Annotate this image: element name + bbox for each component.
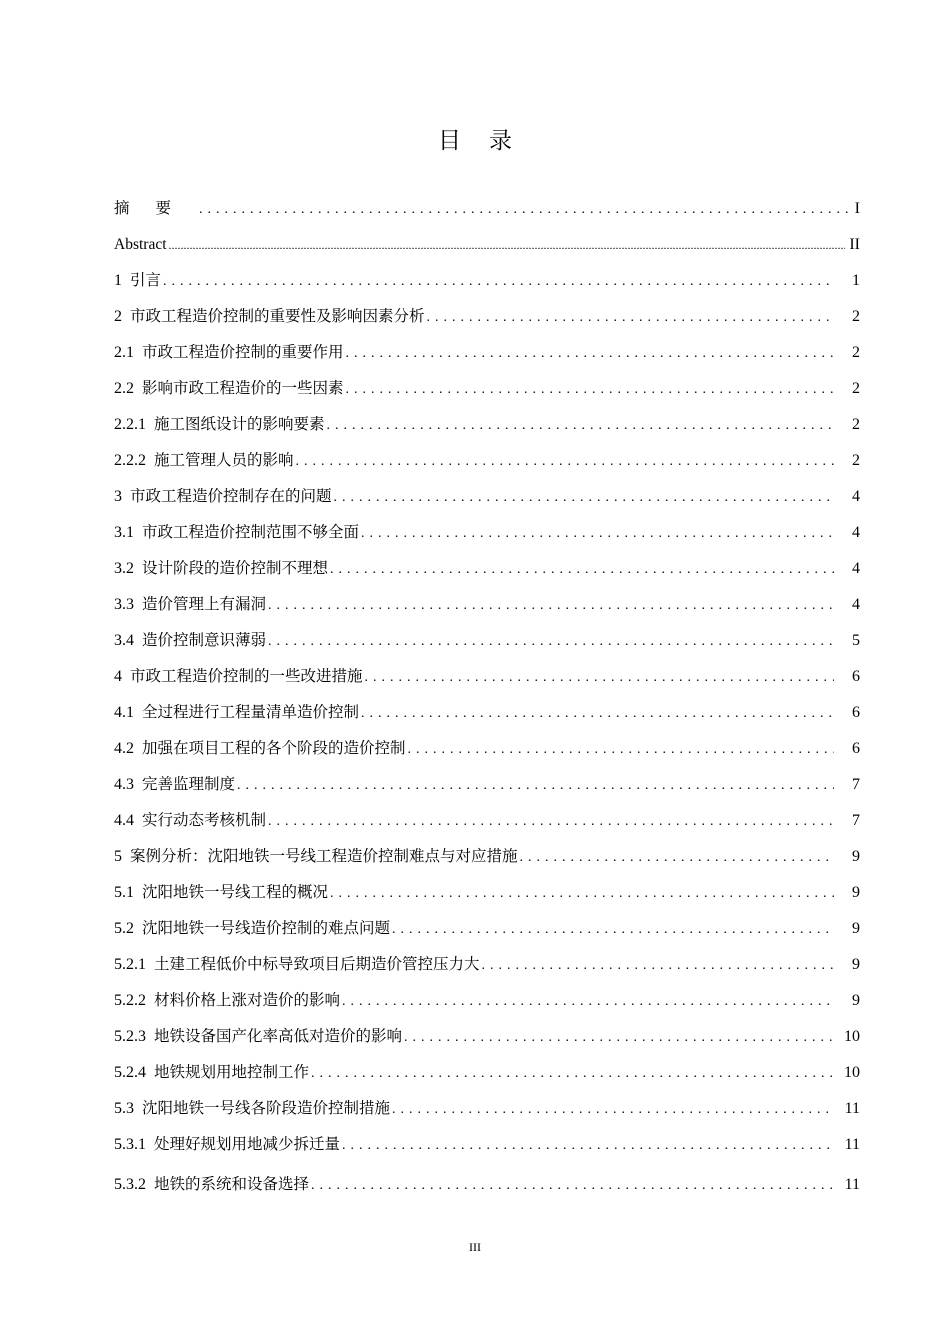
toc-entry-number: 5.2.3 [114, 1028, 146, 1045]
toc-entry-page: 2 [852, 308, 860, 325]
toc-entry-text: 市政工程造价控制范围不够全面 [142, 523, 360, 541]
toc-entry-page: 4 [852, 560, 860, 577]
toc-entry-page: 6 [852, 668, 860, 685]
dot-leader [365, 666, 834, 690]
toc-entry-title [114, 448, 294, 473]
toc-entry[interactable] [114, 988, 860, 1024]
dot-leader [342, 1134, 834, 1158]
toc-entry-title [114, 340, 344, 365]
toc-entry-page: 9 [852, 920, 860, 937]
toc-entry-page: 6 [852, 740, 860, 757]
toc-entry-page: 11 [844, 1136, 860, 1153]
toc-entry-text: 处理好规划用地减少拆迁量 [154, 1135, 341, 1153]
dot-leader [330, 558, 834, 582]
toc-entry-number: 5.2.2 [114, 992, 146, 1009]
toc-entry-page: 9 [852, 848, 860, 865]
toc-entry-text: 市政工程造价控制存在的问题 [130, 487, 332, 505]
toc-entry-number: 2.2.1 [114, 416, 146, 433]
dot-leader [392, 918, 834, 942]
toc-entry-text: 沈阳地铁一号线造价控制的难点问题 [142, 919, 391, 937]
toc-entry-title [114, 556, 328, 581]
dot-leader [520, 846, 834, 870]
toc-entry[interactable] [114, 556, 860, 592]
toc-entry-title [114, 1060, 309, 1085]
toc-entry[interactable] [114, 1060, 860, 1096]
toc-entry-title [114, 880, 328, 905]
toc-entry-page: 11 [844, 1100, 860, 1117]
dot-leader [199, 198, 851, 222]
toc-entry-title [114, 196, 197, 220]
toc-entry-number: 4.4 [114, 812, 134, 829]
toc-entry[interactable] [114, 484, 860, 520]
toc-entry[interactable] [114, 808, 860, 844]
toc-entry-text: Abstract [114, 236, 167, 253]
dot-leader [361, 702, 834, 726]
toc-entry-number: 5.2 [114, 920, 134, 937]
toc-entry-page: 7 [852, 776, 860, 793]
toc-entry-number: 2 [114, 308, 122, 325]
toc-entry-title [114, 484, 332, 509]
toc-entry-text: 造价控制意识薄弱 [142, 631, 267, 649]
toc-entry[interactable] [114, 376, 860, 412]
toc-entry-number: 4.2 [114, 740, 134, 757]
dot-leader [392, 1098, 834, 1122]
toc-entry-title [114, 1096, 390, 1121]
toc-entry-number: 2.2.2 [114, 452, 146, 469]
toc-entry-title [114, 700, 359, 725]
toc-entry-number: 2.1 [114, 344, 134, 361]
toc-entry-title [114, 412, 325, 437]
toc-entry-number: 4.1 [114, 704, 134, 721]
toc-entry[interactable] [114, 304, 860, 340]
toc-entry-page: 11 [844, 1176, 860, 1193]
toc-entry-text: 市政工程造价控制的一些改进措施 [130, 667, 363, 685]
toc-entry[interactable] [114, 628, 860, 664]
toc-entry-title [114, 664, 363, 689]
toc-entry-page: II [849, 236, 860, 253]
toc-entry-text: 案例分析：沈阳地铁一号线工程造价控制难点与对应措施 [130, 847, 518, 865]
toc-entry-text: 施工图纸设计的影响要素 [154, 415, 325, 433]
toc-entry[interactable] [114, 196, 860, 232]
dot-leader [346, 342, 834, 366]
dot-leader [268, 810, 834, 834]
toc-entry[interactable] [114, 448, 860, 484]
toc-entry-page: 10 [844, 1064, 860, 1081]
page-title: 目录 [438, 128, 540, 154]
page-number: III [469, 1240, 481, 1254]
toc-entry-number: 5.2.1 [114, 956, 146, 973]
toc-entry-number: 5.3 [114, 1100, 134, 1117]
toc-entry-number: 3.2 [114, 560, 134, 577]
toc-entry-number: 3.3 [114, 596, 134, 613]
toc-entry-page: 2 [852, 452, 860, 469]
toc-entry-title [114, 268, 161, 293]
toc-entry-number: 3.1 [114, 524, 134, 541]
toc-entry-page: 9 [852, 884, 860, 901]
toc-entry[interactable] [114, 736, 860, 772]
toc-entry-page: 2 [852, 416, 860, 433]
toc-entry-title [114, 988, 340, 1013]
toc-entry-text: 施工管理人员的影响 [154, 451, 294, 469]
toc-entry-page: 6 [852, 704, 860, 721]
toc-entry-text: 地铁规划用地控制工作 [154, 1063, 310, 1081]
toc-entry-page: 9 [852, 956, 860, 973]
dot-leader [327, 414, 834, 438]
toc-entry-text: 沈阳地铁一号线工程的概况 [142, 883, 329, 901]
toc-entry-text: 市政工程造价控制的重要性及影响因素分析 [130, 307, 425, 325]
toc-entry-page: 5 [852, 632, 860, 649]
toc-entry-text: 摘要 [114, 199, 198, 217]
dot-leader [346, 378, 834, 402]
toc-entry[interactable] [114, 664, 860, 700]
toc-entry-number: 4 [114, 668, 122, 685]
toc-entry[interactable] [114, 1096, 860, 1132]
toc-entry-page: 2 [852, 344, 860, 361]
toc-entry-text: 影响市政工程造价的一些因素 [142, 379, 344, 397]
toc-entry-title [114, 232, 167, 257]
toc-entry-title [114, 376, 344, 401]
toc-entry-title [114, 520, 359, 545]
toc-entry-page: 4 [852, 488, 860, 505]
dot-leader [169, 233, 846, 258]
toc-entry-title [114, 736, 406, 761]
toc-entry-page: 2 [852, 380, 860, 397]
toc-entry-title [114, 952, 480, 977]
toc-entry-text: 实行动态考核机制 [142, 811, 267, 829]
toc-entry[interactable] [114, 1024, 860, 1060]
toc-entry[interactable] [114, 268, 860, 304]
toc-entry-title [114, 1172, 309, 1197]
toc-entry[interactable] [114, 772, 860, 808]
toc-entry-number: 5.1 [114, 884, 134, 901]
toc-entry-text: 沈阳地铁一号线各阶段造价控制措施 [142, 1099, 391, 1117]
toc-entry-page: 9 [852, 992, 860, 1009]
toc-entry-page: 4 [852, 596, 860, 613]
toc-entry-text: 地铁设备国产化率高低对造价的影响 [154, 1027, 403, 1045]
toc-entry-number: 3.4 [114, 632, 134, 649]
dot-leader [296, 450, 834, 474]
dot-leader [342, 990, 834, 1014]
toc-entry-number: 5 [114, 848, 122, 865]
dot-leader [268, 630, 834, 654]
toc-entry[interactable] [114, 844, 860, 880]
toc-entry-title [114, 1132, 340, 1157]
toc-entry-text: 设计阶段的造价控制不理想 [142, 559, 329, 577]
toc-entry-page: 7 [852, 812, 860, 829]
toc-entry[interactable] [114, 340, 860, 376]
toc-entry-text: 加强在项目工程的各个阶段的造价控制 [142, 739, 406, 757]
toc-entry-text: 材料价格上涨对造价的影响 [154, 991, 341, 1009]
toc-entry-number: 1 [114, 272, 122, 289]
toc-entry-number: 5.3.2 [114, 1176, 146, 1193]
toc-entry-title [114, 916, 390, 941]
toc-entry-page: 4 [852, 524, 860, 541]
toc-entry[interactable] [114, 592, 860, 628]
toc-entry-page: I [854, 200, 860, 217]
toc-entry-text: 完善监理制度 [142, 775, 236, 793]
toc-entry[interactable] [114, 232, 860, 268]
toc-entry[interactable] [114, 1172, 860, 1208]
toc-entry-title [114, 304, 425, 329]
dot-leader [334, 486, 834, 510]
toc-entry-title [114, 628, 266, 653]
toc-entry[interactable] [114, 952, 860, 988]
toc-entry-text: 市政工程造价控制的重要作用 [142, 343, 344, 361]
toc-entry[interactable] [114, 1132, 860, 1168]
dot-leader [163, 270, 834, 294]
dot-leader [268, 594, 834, 618]
toc-entry[interactable] [114, 880, 860, 916]
table-of-contents [114, 196, 860, 1208]
dot-leader [330, 882, 834, 906]
toc-entry[interactable] [114, 412, 860, 448]
toc-entry[interactable] [114, 520, 860, 556]
toc-entry-title [114, 592, 266, 617]
toc-entry-text: 地铁的系统和设备选择 [154, 1175, 310, 1193]
dot-leader [408, 738, 834, 762]
dot-leader [311, 1174, 834, 1198]
toc-entry-title [114, 844, 518, 869]
toc-entry-text: 引言 [130, 271, 162, 289]
dot-leader [361, 522, 834, 546]
toc-entry-number: 2.2 [114, 380, 134, 397]
toc-entry-title [114, 772, 235, 797]
toc-entry-number: 4.3 [114, 776, 134, 793]
dot-leader [404, 1026, 834, 1050]
toc-entry[interactable] [114, 700, 860, 736]
dot-leader [237, 774, 834, 798]
dot-leader [311, 1062, 834, 1086]
toc-entry-text: 造价管理上有漏洞 [142, 595, 267, 613]
dot-leader [427, 306, 834, 330]
toc-entry-number: 5.3.1 [114, 1136, 146, 1153]
toc-entry-number: 3 [114, 488, 122, 505]
toc-entry-title [114, 808, 266, 833]
toc-entry-page: 10 [844, 1028, 860, 1045]
toc-entry-text: 土建工程低价中标导致项目后期造价管控压力大 [154, 955, 480, 973]
toc-entry-number: 5.2.4 [114, 1064, 146, 1081]
toc-entry-text: 全过程进行工程量清单造价控制 [142, 703, 360, 721]
toc-entry-page: 1 [852, 272, 860, 289]
toc-entry[interactable] [114, 916, 860, 952]
toc-entry-title [114, 1024, 402, 1049]
dot-leader [482, 954, 834, 978]
